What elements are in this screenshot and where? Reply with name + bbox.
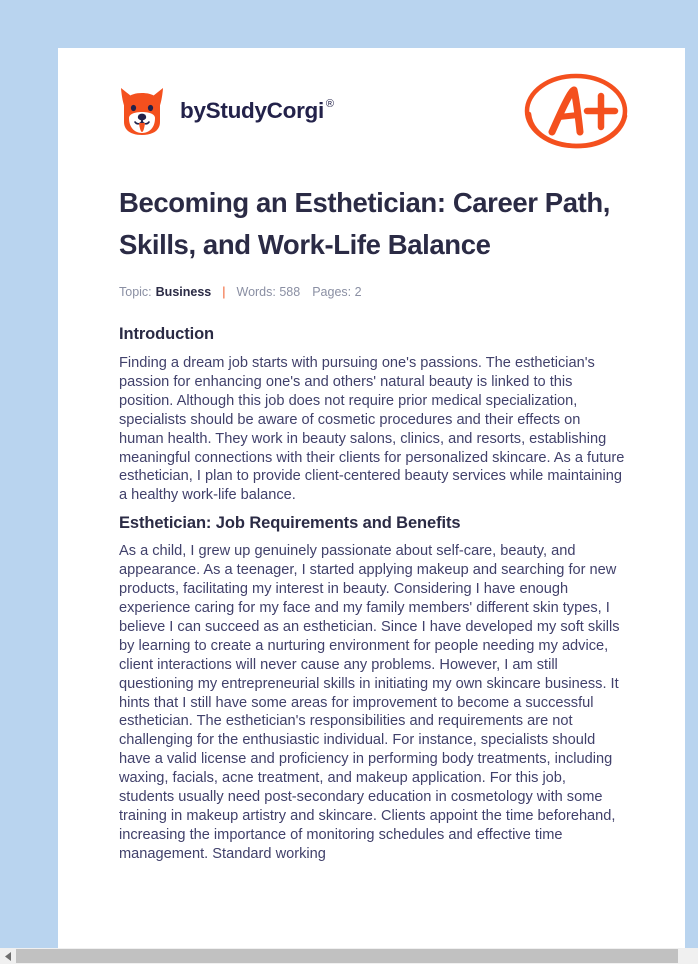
document-content [58,48,685,864]
topic-label: Topic: [119,285,152,299]
document-meta [119,285,625,299]
horizontal-scrollbar[interactable] [0,948,698,964]
section-heading-job-requirements: Esthetician: Job Requirements and Benefits [119,514,461,533]
scrollbar-thumb[interactable] [16,949,678,963]
document-header [119,48,625,152]
brand-prefix: by [180,98,206,123]
document-sheet [58,48,685,948]
word-count: Words: 588 [236,285,301,299]
page-title: Becoming an Esthetician: Career Path, Skills, and Work-Life Balance [119,187,611,260]
brand-wordmark [180,98,334,124]
scroll-left-arrow-icon[interactable] [0,948,16,964]
registered-trademark-icon: ® [325,98,334,110]
brand-lockup[interactable] [119,86,334,136]
page-count: Pages: 2 [312,285,362,299]
scrollbar-track[interactable] [16,948,698,964]
corgi-logo-icon [119,86,165,136]
section-paragraph-introduction: Finding a dream job starts with pursuing one's passions. The esthetician's passion for enhancing one's and others' natural beauty is linked to this position. Although this job does not require prior medical specialization, specialists should be aware of cosmetic procedures and their effects on human health. They work in beauty salons, clinics, and resorts, establishing meaningful connections with their clients for personalized skincare. As a future esthetician, I plan to provide client-centered beauty services while maintaining a healthy work-life balance. [119,355,625,504]
brand-name: StudyCorgi [205,98,324,123]
topic-value[interactable]: Business [155,285,212,299]
a-plus-grade-icon [521,70,631,152]
section-heading-introduction: Introduction [119,325,215,343]
section-paragraph-job-requirements: As a child, I grew up genuinely passionate about self-care, beauty, and appearance. As a teenager, I started applying makeup and searching for new products, facilitating my interest in beauty. Considering I have enough experience caring for my face and my family members' different skin types, I believe I can succeed as an esthetician. Since I have developed my soft skills by learning to create a nurturing environment for people needing my advice, client interactions will never cause any problems. However, I am still questioning my entrepreneurial skills in initiating my own skincare business. It hints that I still have some areas for improvement to become a successful esthetician. The esthetician's responsibilities and requirements are not challenging for the enthusiastic individual. For instance, specialists should have a valid license and proficiency in performing body treatments, including waxing, facials, acne treatment, and makeup application. For this job, students usually need post-secondary education in cosmetology with some training in makeup artistry and skincare. Clients appoint the time beforehand, increasing the importance of monitoring schedules and effective time management. Standard working [119,543,620,862]
meta-separator: | [222,285,226,299]
